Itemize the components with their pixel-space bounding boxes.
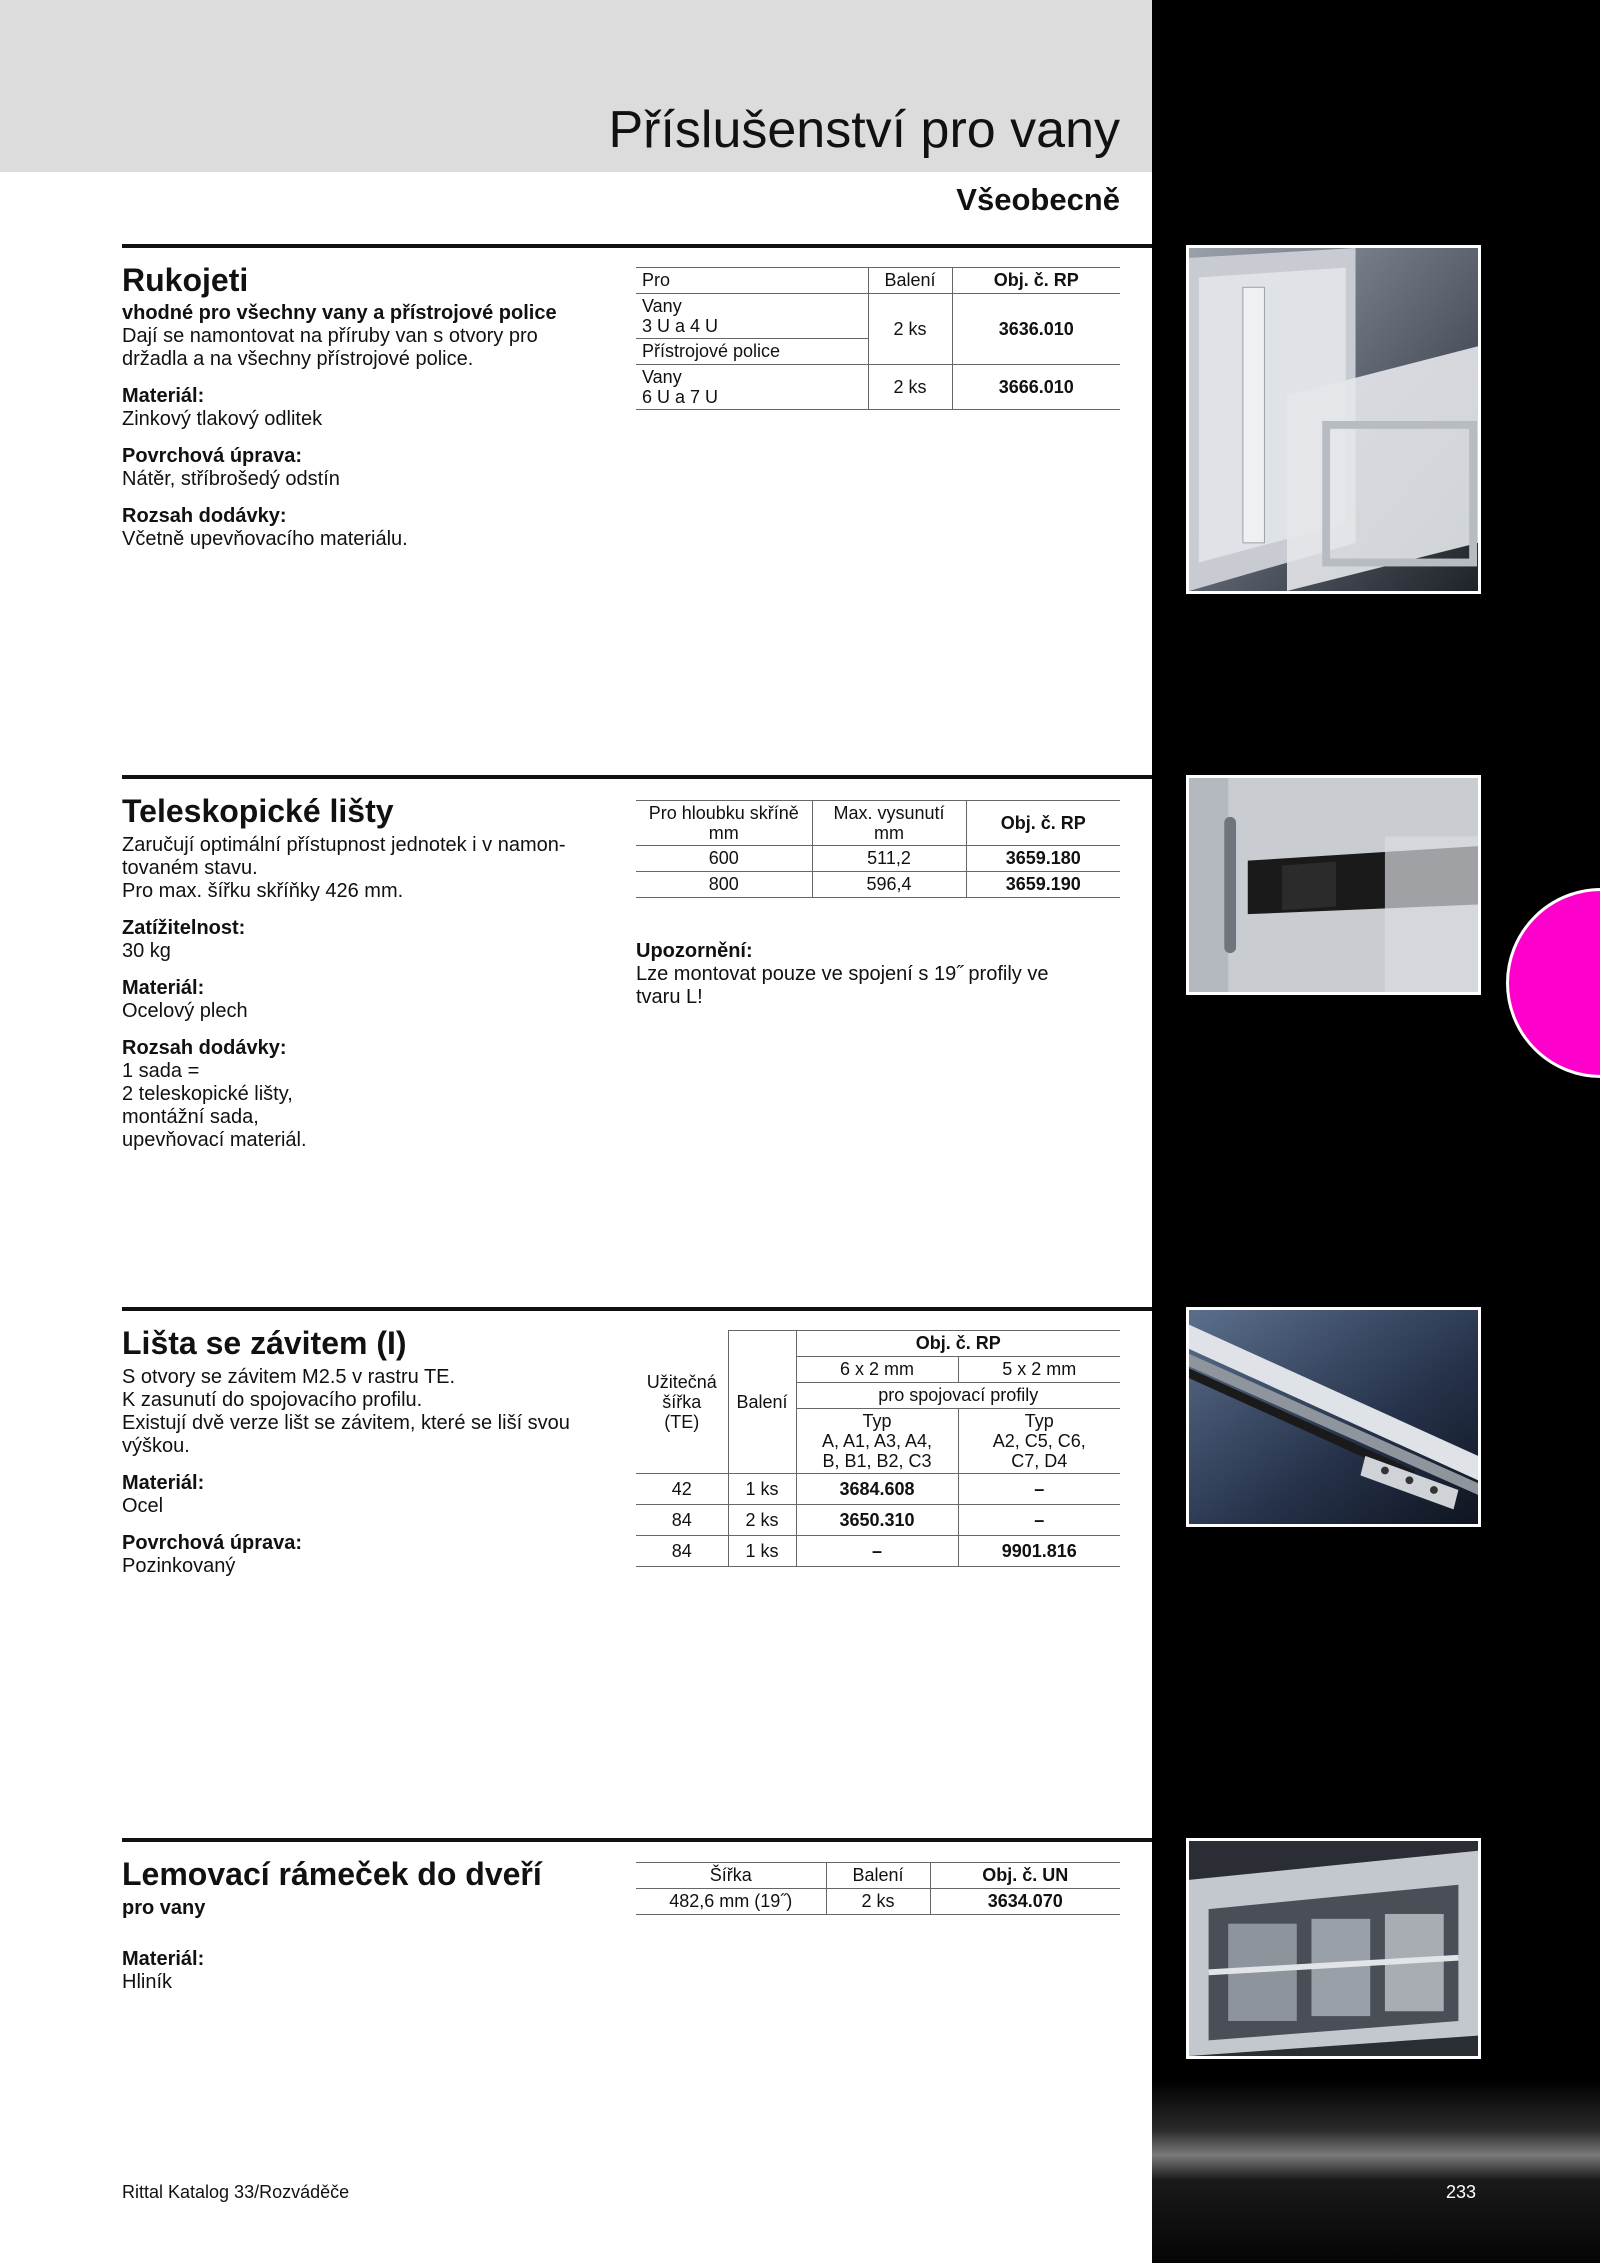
- table-cell: 3634.070: [930, 1889, 1120, 1915]
- table-header: Obj. č. RP: [952, 268, 1120, 294]
- table-cell: 2 ks: [826, 1889, 930, 1915]
- prop-label: Rozsah dodávky:: [122, 505, 287, 527]
- prop-value: Ocelový plech: [122, 1000, 248, 1022]
- prop-value: Pozinkovaný: [122, 1555, 236, 1577]
- table-cell: 42: [636, 1474, 728, 1505]
- prop-label: Povrchová úprava:: [122, 1532, 303, 1554]
- table-cell: 511,2: [812, 846, 966, 872]
- table-cell: Přístrojové police: [636, 339, 868, 365]
- table-cell: 6 U a 7 U: [642, 387, 719, 407]
- spec-table-lista-se-zavitem: [636, 1330, 1120, 1567]
- section-title-teleskopicke-listy: Teleskopické lišty: [122, 793, 394, 829]
- prop-value: upevňovací materiál.: [122, 1129, 307, 1151]
- lead-line: Pro max. šířku skříňky 426 mm.: [122, 880, 404, 902]
- lead-line: S otvory se závitem M2.5 v rastru TE.: [122, 1366, 456, 1388]
- section-rule: [122, 1838, 1152, 1842]
- table-header: Obj. č. RP: [966, 801, 1120, 846]
- product-photo-lista-se-zavitem: [1186, 1307, 1481, 1527]
- table-cell: 1 ks: [728, 1536, 796, 1567]
- prop-label: Materiál:: [122, 977, 205, 999]
- table-cell: 1 ks: [728, 1474, 796, 1505]
- notice-label: Upozornění:: [636, 940, 753, 962]
- lead-line: výškou.: [122, 1435, 190, 1457]
- table-header: Pro hloubku skříně: [648, 803, 799, 823]
- prop-value: Hliník: [122, 1971, 173, 1993]
- prop-value: 30 kg: [122, 940, 171, 962]
- table-cell: 3684.608: [796, 1474, 958, 1505]
- table-cell: 3666.010: [952, 365, 1120, 410]
- section-text-rukojeti: [122, 302, 612, 551]
- table-cell: 84: [636, 1536, 728, 1567]
- section-title-lemovaci-ramecek: Lemovací rámeček do dveří: [122, 1856, 542, 1892]
- lead-line: Zaručují optimální přístupnost jednotek i v namon-: [122, 834, 566, 856]
- spec-table-rukojeti: [636, 267, 1120, 410]
- table-cell: Vany: [642, 367, 682, 387]
- footer-catalog-label: Rittal Katalog 33/Rozváděče: [122, 2182, 350, 2202]
- table-cell: 3 U a 4 U: [642, 316, 719, 336]
- table-row: [636, 1889, 1120, 1915]
- table-cell: 3659.180: [966, 846, 1120, 872]
- notice-block: [636, 940, 1126, 1009]
- table-cell: –: [958, 1474, 1120, 1505]
- table-header: šířka: [662, 1391, 702, 1412]
- table-header: 6 x 2 mm: [796, 1357, 958, 1383]
- prop-value: 2 teleskopické lišty,: [122, 1083, 293, 1105]
- table-row: [636, 1505, 1120, 1536]
- lead-line: Existují dvě verze lišt se závitem, které se liší svou: [122, 1412, 570, 1434]
- section-title-rukojeti: Rukojeti: [122, 262, 249, 298]
- prop-value: 1 sada =: [122, 1060, 200, 1082]
- lead-line: držadla a na všechny přístrojové police.: [122, 348, 474, 370]
- prop-value: montážní sada,: [122, 1106, 259, 1128]
- notice-text: tvaru L!: [636, 986, 703, 1008]
- prop-value: Včetně upevňovacího materiálu.: [122, 528, 408, 550]
- table-cell: 600: [636, 846, 812, 872]
- table-row: [636, 872, 1120, 898]
- table-cell: 2 ks: [728, 1505, 796, 1536]
- table-header: Obj. č. UN: [930, 1863, 1120, 1889]
- table-header: 5 x 2 mm: [958, 1357, 1120, 1383]
- spec-table-teleskopicke-listy: [636, 800, 1120, 898]
- table-row: [636, 294, 1120, 339]
- prop-label: Materiál:: [122, 1472, 205, 1494]
- table-header: Balení: [868, 268, 952, 294]
- table-row: [636, 1474, 1120, 1505]
- table-cell: 84: [636, 1505, 728, 1536]
- table-header: Užitečná: [646, 1371, 717, 1392]
- prop-value: Nátěr, stříbrošedý odstín: [122, 468, 340, 490]
- table-cell: 482,6 mm (19˝): [636, 1889, 826, 1915]
- lead-line: tovaném stavu.: [122, 857, 258, 879]
- table-header: (TE): [664, 1411, 700, 1432]
- table-cell: 9901.816: [958, 1536, 1120, 1567]
- table-cell: –: [958, 1505, 1120, 1536]
- notice-text: Lze montovat pouze ve spojení s 19˝ profily ve: [636, 963, 1049, 985]
- table-cell: –: [796, 1536, 958, 1567]
- table-cell: 3659.190: [966, 872, 1120, 898]
- section-rule: [122, 244, 1152, 248]
- table-header: Balení: [728, 1331, 796, 1474]
- section-text-lemovaci-ramecek: [122, 1897, 612, 1994]
- spec-table-lemovaci-ramecek: [636, 1862, 1120, 1915]
- table-header: Typ: [1024, 1411, 1054, 1431]
- table-cell: 596,4: [812, 872, 966, 898]
- prop-value: Zinkový tlakový odlitek: [122, 408, 323, 430]
- table-cell: 2 ks: [868, 365, 952, 410]
- table-cell: 3650.310: [796, 1505, 958, 1536]
- lead-bold: pro vany: [122, 1897, 206, 1919]
- section-text-lista-se-zavitem: [122, 1366, 612, 1578]
- table-header: mm: [708, 823, 739, 843]
- table-header: mm: [874, 823, 904, 843]
- prop-label: Povrchová úprava:: [122, 445, 303, 467]
- table-cell: 2 ks: [868, 294, 952, 365]
- table-header: A2, C5, C6,: [992, 1431, 1086, 1451]
- prop-label: Rozsah dodávky:: [122, 1037, 287, 1059]
- section-text-teleskopicke-listy: [122, 834, 612, 1152]
- lead-line: K zasunutí do spojovacího profilu.: [122, 1389, 423, 1411]
- page-number: 233: [1446, 2182, 1477, 2202]
- page-title: Příslušenství pro vany: [608, 101, 1120, 159]
- table-header: pro spojovací profily: [796, 1383, 1120, 1409]
- table-row: [636, 846, 1120, 872]
- table-header: A, A1, A3, A4,: [821, 1431, 933, 1451]
- table-cell: Vany: [642, 296, 682, 316]
- product-photo-rukojeti: [1186, 245, 1481, 594]
- table-header: Obj. č. RP: [796, 1331, 1120, 1357]
- table-header: Balení: [826, 1863, 930, 1889]
- table-row: [636, 1536, 1120, 1567]
- prop-value: Ocel: [122, 1495, 164, 1517]
- section-title-lista-se-zavitem: Lišta se závitem (I): [122, 1325, 407, 1361]
- page-subtitle: Všeobecně: [956, 182, 1120, 217]
- product-photo-lemovaci-ramecek: [1186, 1838, 1481, 2059]
- table-header: Pro: [636, 268, 868, 294]
- table-header: C7, D4: [1011, 1451, 1068, 1471]
- table-header: Typ: [862, 1411, 892, 1431]
- table-header: Max. vysunutí: [833, 803, 945, 823]
- product-photo-teleskopicke-listy: [1186, 775, 1481, 995]
- table-row: [636, 365, 1120, 410]
- table-header: B, B1, B2, C3: [822, 1451, 932, 1471]
- lead-bold: vhodné pro všechny vany a přístrojové police: [122, 302, 557, 324]
- section-rule: [122, 1307, 1152, 1311]
- section-rule: [122, 775, 1152, 779]
- table-cell: 800: [636, 872, 812, 898]
- prop-label: Materiál:: [122, 385, 205, 407]
- table-cell: 3636.010: [952, 294, 1120, 365]
- table-header: Šířka: [636, 1863, 826, 1889]
- prop-label: Zatížitelnost:: [122, 917, 246, 939]
- prop-label: Materiál:: [122, 1948, 205, 1970]
- lead-line: Dají se namontovat na příruby van s otvory pro: [122, 325, 538, 347]
